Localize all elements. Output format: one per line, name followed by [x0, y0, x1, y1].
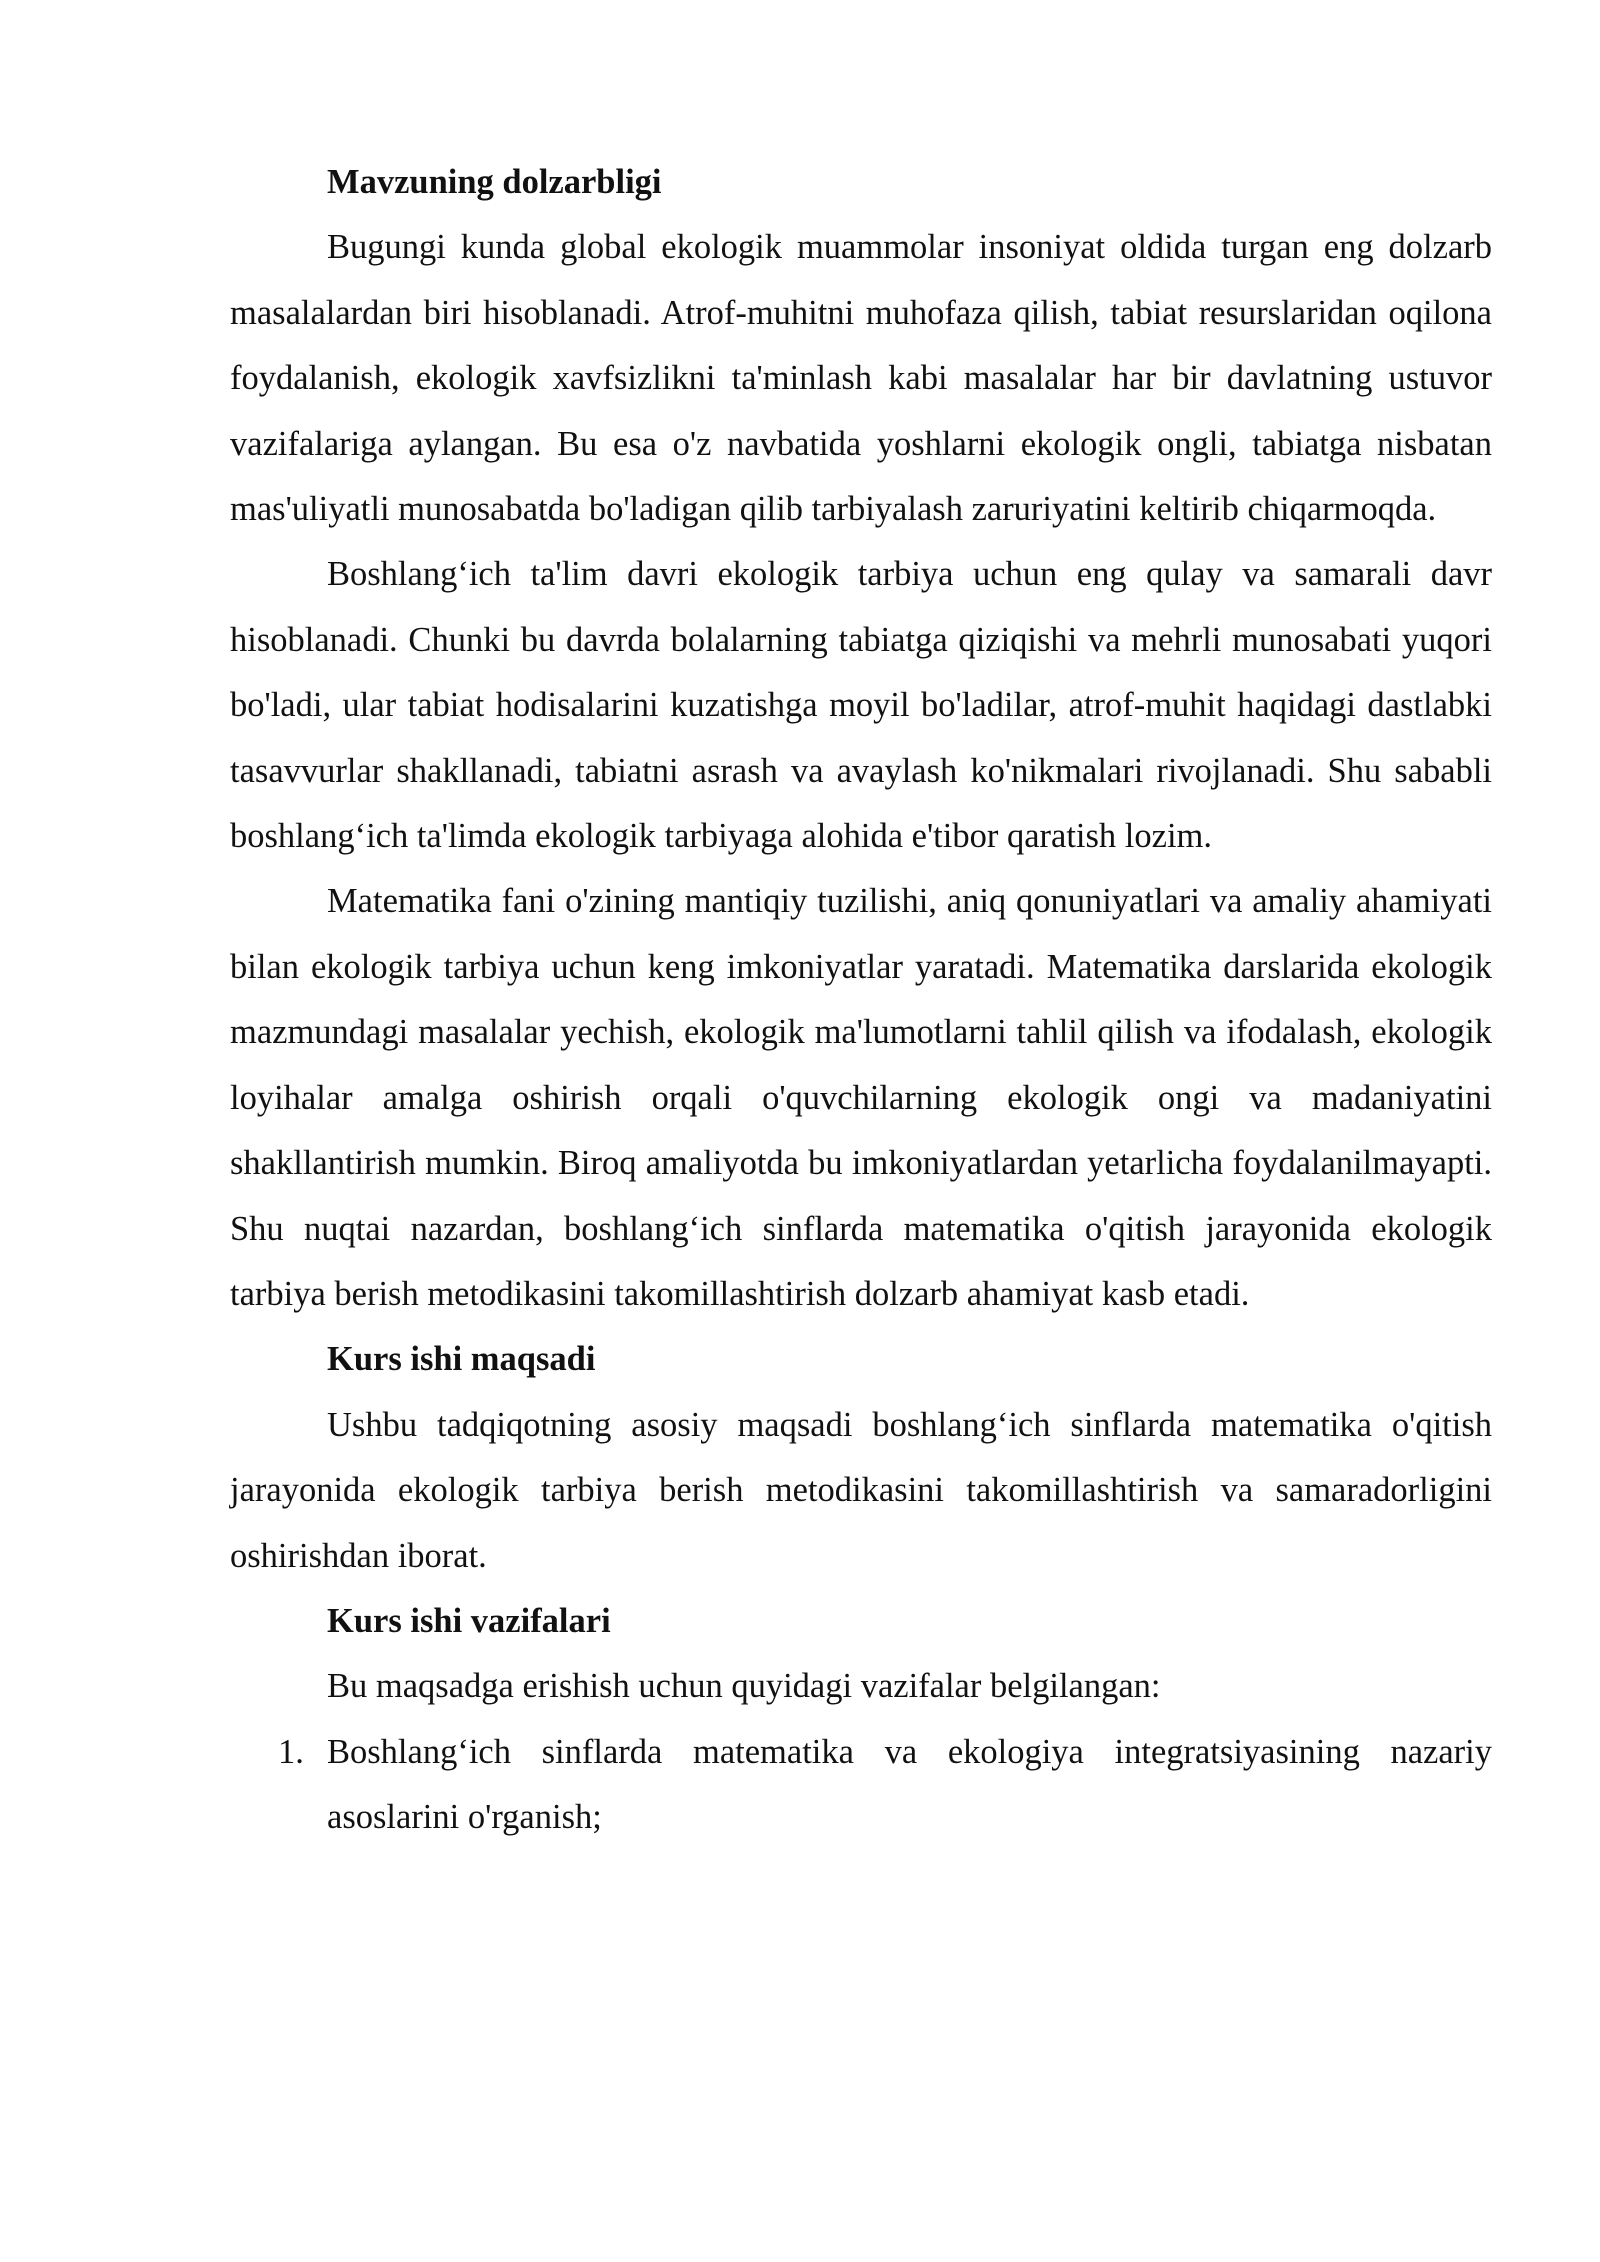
paragraph-relevance-3: Matematika fani o'zining mantiqiy tuzilishi, aniq qonuniyatlari va amaliy ahamiyati bilan ekologik tarbiya uchun keng imkoniyatlar yaratadi. Matematika darslarida ekologik mazmundagi masalalar yechish, ekologik ma'lumotlarni tahlil qilish va ifodalash, ekologik loyihalar amalga oshirish orqali o'quvchilarning ekologik ongi va madaniyatini shakllantirish mumkin. Biroq amaliyotda bu imkoniyatlardan yetarlicha foydalanilmayapti. Shu nuqtai nazardan, boshlang‘ich sinflarda matematika o'qitish jarayonida ekologik tarbiya berish metodikasini takomillashtirish dolzarb ahamiyat kasb etadi. — [230, 882, 1492, 1313]
heading-tasks: Kurs ishi vazifalari — [327, 1601, 611, 1640]
list-item-number: 1. — [278, 1732, 304, 1771]
tasks-intro: Bu maqsadga erishish uchun quyidagi vazifalar belgilangan: — [327, 1667, 1161, 1706]
heading-goal: Kurs ishi maqsadi — [327, 1340, 596, 1379]
paragraph-relevance-1: Bugungi kunda global ekologik muammolar insoniyat oldida turgan eng dolzarb masalalardan biri hisoblanadi. Atrof-muhitni muhofaza qilish, tabiat resurslaridan oqilona foydalanish, ekologik xavfsizlikni ta'minlash kabi masalalar har bir davlatning ustuvor vazifalariga aylangan. Bu esa o'z navbatida yoshlarni ekologik ongli, tabiatga nisbatan mas'uliyatli munosabatda bo'ladigan qilib tarbiyalash zaruriyatini keltirib chiqarmoqda. — [230, 228, 1492, 529]
list-item — [230, 1720, 1492, 1851]
tasks-list — [230, 1720, 1492, 1851]
heading-relevance: Mavzuning dolzarbligi — [327, 163, 662, 201]
paragraph-goal: Ushbu tadqiqotning asosiy maqsadi boshlang‘ich sinflarda matematika o'qitish jarayonida ekologik tarbiya berish metodikasini takomillashtirish va samaradorligini oshirishdan iborat. — [230, 1405, 1492, 1575]
paragraph-relevance-2: Boshlang‘ich ta'lim davri ekologik tarbiya uchun eng qulay va samarali davr hisoblanadi. Chunki bu davrda bolalarning tabiatga qiziqishi va mehrli munosabati yuqori bo'ladi, ular tabiat hodisalarini kuzatishga moyil bo'ladilar, atrof-muhit haqidagi dastlabki tasavvurlar shakllanadi, tabiatni asrash va avaylash ko'nikmalari rivojlanadi. Shu sababli boshlang‘ich ta'limda ekologik tarbiyaga alohida e'tibor qaratish lozim. — [230, 555, 1492, 856]
document-page — [230, 150, 1492, 1851]
list-item-text: Boshlang‘ich sinflarda matematika va ekologiya integratsiyasining nazariy asoslarini o'rganish; — [327, 1732, 1492, 1837]
